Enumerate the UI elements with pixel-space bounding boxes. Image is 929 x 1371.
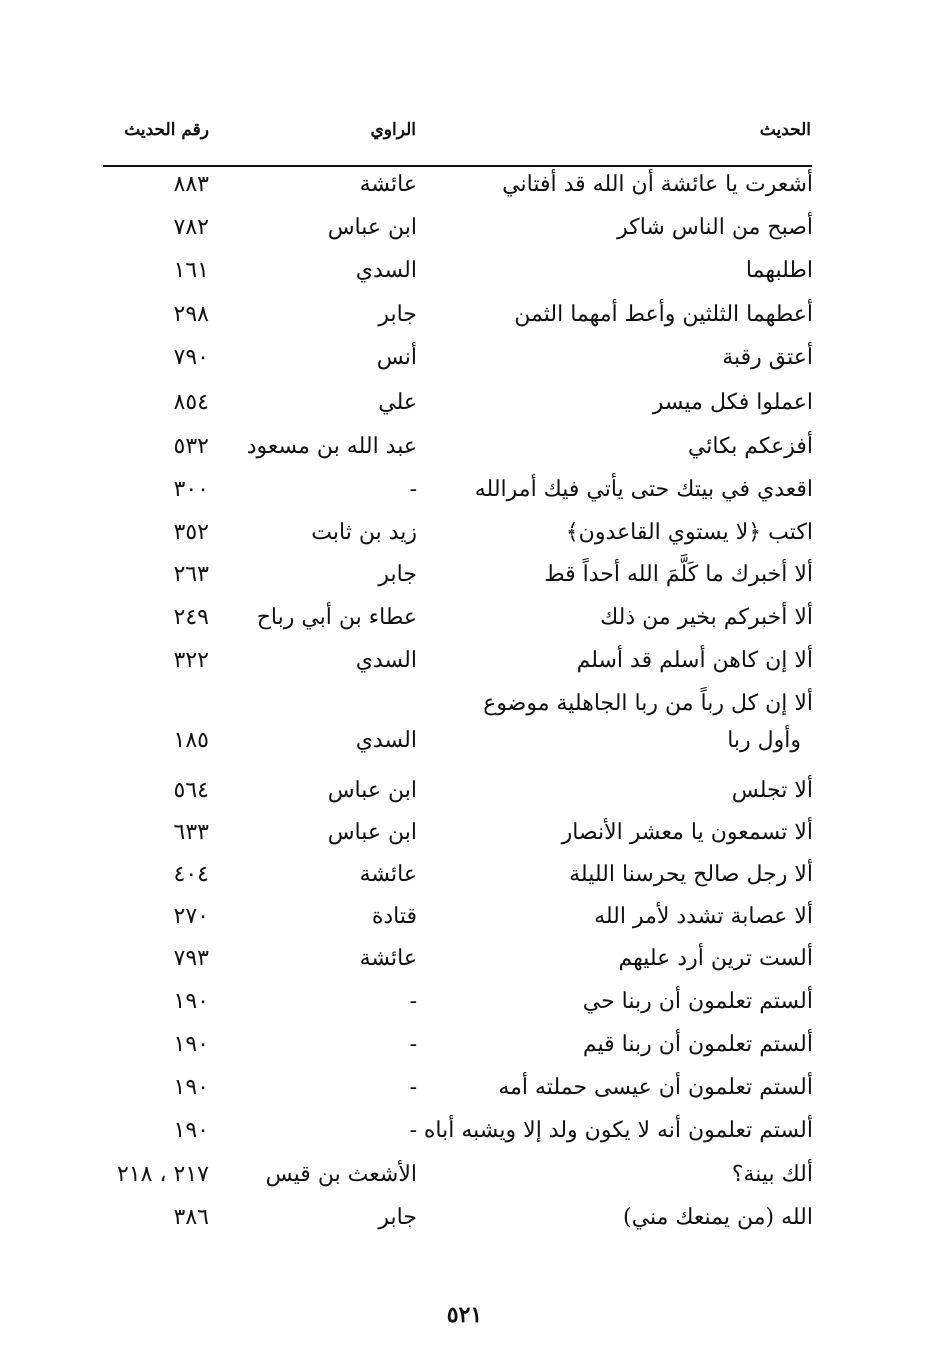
hadith-text: ألا أخبرك ما كَلَّمَ الله أحداً قط <box>544 562 813 587</box>
hadith-text: ألستم تعلمون أن ربنا حي <box>582 989 813 1014</box>
hadith-text: اطلبهما <box>745 258 813 283</box>
hadith-text: ألا إن كاهن أسلم قد أسلم <box>576 648 813 673</box>
hadith-number: ٤٠٤ <box>173 862 209 887</box>
hadith-number: ٢٩٨ <box>173 302 209 327</box>
hadith-number: ٨٨٣ <box>173 172 209 197</box>
hadith-number: ١٨٥ <box>173 728 209 753</box>
hadith-number: ٦٣٣ <box>173 820 209 845</box>
hadith-text: أعتق رقبة <box>722 345 813 370</box>
narrator-name: - <box>409 1032 417 1057</box>
narrator-name: أنس <box>376 345 417 370</box>
hadith-text: ألا تسمعون يا معشر الأنصار <box>561 820 813 845</box>
hadith-number: ١٩٠ <box>173 1118 209 1143</box>
hadith-number: ٧٩٣ <box>173 946 209 971</box>
hadith-number: ٢٧٠ <box>173 904 209 929</box>
hadith-text-continuation: وأول ربا <box>727 728 801 753</box>
narrator-name: قتادة <box>371 904 417 929</box>
hadith-number: ٢٦٣ <box>173 562 209 587</box>
hadith-text: أصبح من الناس شاكر <box>617 215 813 240</box>
hadith-text: ألك بينة؟ <box>731 1162 813 1187</box>
narrator-name: عائشة <box>359 172 417 197</box>
narrator-name: - <box>409 477 417 502</box>
narrator-name: جابر <box>378 562 417 587</box>
hadith-number: ٧٩٠ <box>173 345 209 370</box>
hadith-text: ألا رجل صالح يحرسنا الليلة <box>569 862 813 887</box>
narrator-name: زيد بن ثابت <box>311 520 417 545</box>
narrator-name: ابن عباس <box>327 778 417 803</box>
narrator-name: جابر <box>378 302 417 327</box>
hadith-number: ١٦١ <box>173 258 209 283</box>
narrator-name: الأشعث بن قيس <box>265 1162 417 1187</box>
narrator-name: عائشة <box>359 946 417 971</box>
hadith-text: ألا عصابة تشدد لأمر الله <box>594 904 813 929</box>
hadith-number: ٣٥٢ <box>173 520 209 545</box>
page-number: ٥٢١ <box>446 1302 483 1328</box>
hadith-number: ٥٣٢ <box>173 434 209 459</box>
narrator-name: السدي <box>355 728 417 753</box>
header-rule <box>103 165 812 167</box>
narrator-name: عائشة <box>359 862 417 887</box>
hadith-text: الله (من يمنعك مني) <box>623 1205 813 1230</box>
hadith-text: اكتب ﴿لا يستوي القاعدون﴾ <box>565 520 813 545</box>
hadith-number: ١٩٠ <box>173 1032 209 1057</box>
narrator-name: - <box>409 989 417 1014</box>
narrator-name: جابر <box>378 1205 417 1230</box>
narrator-name: عبد الله بن مسعود <box>246 434 417 459</box>
hadith-number: ٨٥٤ <box>173 390 209 415</box>
hadith-text: ألست ترين أرد عليهم <box>618 946 813 971</box>
narrator-name: السدي <box>355 258 417 283</box>
hadith-text: ألا تجلس <box>731 778 813 803</box>
hadith-number: ٧٨٢ <box>173 215 209 240</box>
hadith-number: ٢١٧ ، ٢١٨ <box>117 1162 209 1187</box>
column-header-narrator: الراوي <box>370 120 416 140</box>
narrator-name: - <box>409 1075 417 1100</box>
narrator-name: السدي <box>355 648 417 673</box>
hadith-text: ألستم تعلمون أن ربنا قيم <box>582 1032 813 1057</box>
narrator-name: عطاء بن أبي رباح <box>256 605 417 630</box>
hadith-number: ١٩٠ <box>173 989 209 1014</box>
hadith-text: أفزعكم بكائي <box>687 434 813 459</box>
hadith-text: أعطهما الثلثين وأعط أمهما الثمن <box>514 302 813 327</box>
hadith-number: ٣٨٦ <box>173 1205 209 1230</box>
narrator-name: - <box>409 1118 417 1143</box>
hadith-number: ٥٦٤ <box>173 778 209 803</box>
hadith-number: ٣٠٠ <box>173 477 209 502</box>
hadith-text: ألستم تعلمون أنه لا يكون ولد إلا ويشبه أباه <box>423 1118 813 1143</box>
narrator-name: ابن عباس <box>327 820 417 845</box>
column-header-number: رقم الحديث <box>124 120 209 140</box>
hadith-number: ٣٢٢ <box>173 648 209 673</box>
narrator-name: ابن عباس <box>327 215 417 240</box>
narrator-name: علي <box>378 390 417 415</box>
hadith-text: أشعرت يا عائشة أن الله قد أفتاني <box>502 172 813 197</box>
hadith-number: ١٩٠ <box>173 1075 209 1100</box>
hadith-text: ألا إن كل رباً من ربا الجاهلية موضوع <box>483 691 813 716</box>
hadith-text: ألستم تعلمون أن عيسى حملته أمه <box>498 1075 813 1100</box>
hadith-text: ألا أخبركم بخير من ذلك <box>600 605 813 630</box>
hadith-text: اقعدي في بيتك حتى يأتي فيك أمرالله <box>474 477 813 502</box>
hadith-number: ٢٤٩ <box>173 605 209 630</box>
column-header-hadith: الحديث <box>759 120 811 140</box>
hadith-text: اعملوا فكل ميسر <box>652 390 813 415</box>
